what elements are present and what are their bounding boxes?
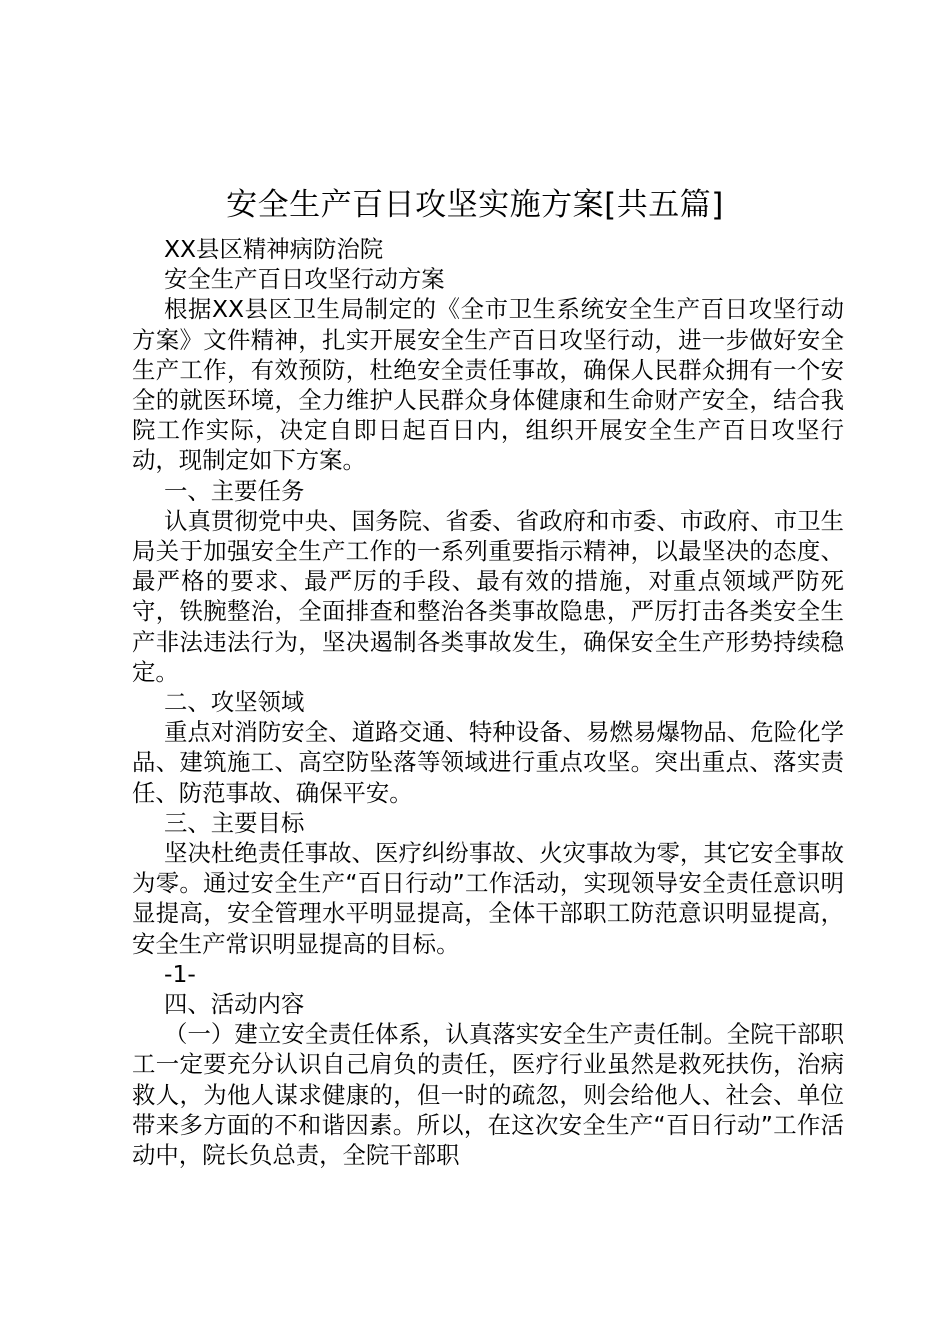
key-areas-paragraph: 重点对消防安全、道路交通、特种设备、易燃易爆物品、危险化学品、建筑施工、高空防坠落等领域进行重点攻坚。突出重点、落实责任、防范事故、确保平安。	[132, 718, 844, 807]
page-number: -1-	[164, 959, 196, 988]
section-heading-activities: 四、活动内容	[164, 990, 305, 1019]
section-heading-main-goals: 三、主要目标	[164, 808, 305, 837]
activities-paragraph: （一）建立安全责任体系，认真落实安全生产责任制。全院干部职工一定要充分认识自己肩负的责任，医疗行业虽然是救死扶伤，治病救人，为他人谋求健康的，但一时的疏忽，则会给他人、社会、单位带来多方面的不和谐因素。所以，在这次安全生产“百日行动”工作活动中，院长负总责，全院干部职	[132, 1020, 844, 1170]
plan-subtitle: 安全生产百日攻坚行动方案	[164, 265, 445, 294]
document-title: 安全生产百日攻坚实施方案[共五篇]	[226, 187, 724, 223]
hospital-name: XX县区精神病防治院	[164, 235, 384, 263]
section-heading-main-tasks: 一、主要任务	[164, 476, 305, 505]
main-tasks-paragraph: 认真贯彻党中央、国务院、省委、省政府和市委、市政府、市卫生局关于加强安全生产工作的一系列重要指示精神，以最坚决的态度、最严格的要求、最严厉的手段、最有效的措施，对重点领域严防死守，铁腕整治，全面排查和整治各类事故隐患，严厉打击各类安全生产非法违法行为，坚决遏制各类事故发生，确保安全生产形势持续稳定。	[132, 506, 844, 686]
document-body	[132, 234, 844, 1170]
intro-paragraph: 根据XX县区卫生局制定的《全市卫生系统安全生产百日攻坚行动方案》文件精神，扎实开展安全生产百日攻坚行动，进一步做好安全生产工作，有效预防，杜绝安全责任事故，确保人民群众拥有一个安全的就医环境，全力维护人民群众身体健康和生命财产安全，结合我院工作实际，决定自即日起百日内，组织开展安全生产百日攻坚行动，现制定如下方案。	[132, 295, 844, 475]
section-heading-key-areas: 二、攻坚领域	[164, 688, 305, 717]
main-goals-paragraph: 坚决杜绝责任事故、医疗纠纷事故、火灾事故为零，其它安全事故为零。通过安全生产“百日行动”工作活动，实现领导安全责任意识明显提高，安全管理水平明显提高，全体干部职工防范意识明显提高，安全生产常识明显提高的目标。	[132, 839, 844, 958]
